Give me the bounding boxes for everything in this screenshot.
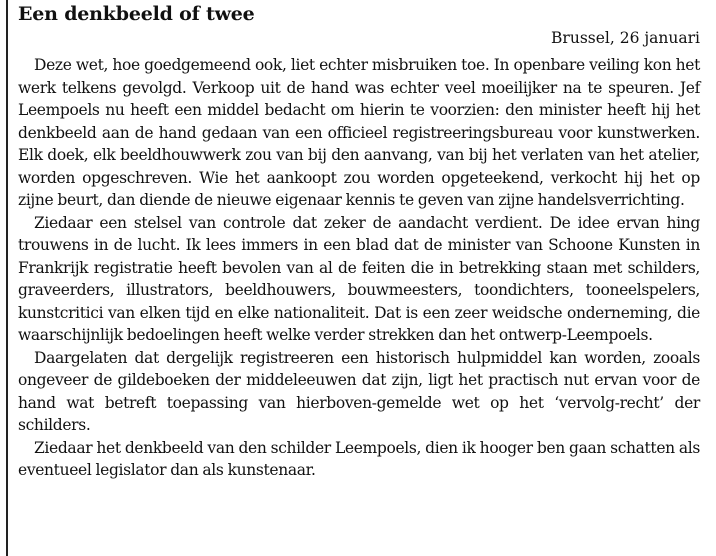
paragraph: Daargelaten dat dergelijk registreeren een historisch hulpmiddel kan worden, zooals ongeveer de gildeboeken der middeleeuwen dat zijn, ligt het practisch nut ervan voor de hand wat betreft toepassing van hierboven-gemelde wet op het ‘vervolg-recht’ der schilders. [18,348,700,434]
article [18,2,700,482]
paragraph: Deze wet, hoe goedgemeend ook, liet echter misbruiken toe. In openbare veiling kon het werk telkens gevolgd. Verkoop uit de hand was echter veel moeilijker na te speuren. Jef Leempoels nu heeft een middel bedacht om hierin te voorzien: den minister heeft hij het denkbeeld aan de hand gedaan van een officieel registreeringsbureau voor kunstwerken. Elk doek, elk beeldhouwwerk zou van bij den aanvang, van bij het verlaten van het atelier, worden opgeschreven. Wie het aankoopt zou worden opgeteekend, verkocht hij het op zijne beurt, dan diende de nieuwe eigenaar kennis te geven van zijne handelsverrichting. [18,56,700,209]
paragraph: Ziedaar een stelsel van controle dat zeker de aandacht verdient. De idee ervan hing trouwens in de lucht. Ik lees immers in een blad dat de minister van Schoone Kunsten in Frankrijk registratie heeft bevolen van al de feiten die in betrekking staan met schilders, graveerders, illustrators, beeldhouwers, bouwmeesters, toondichters, tooneelspelers, kunstcritici van elken tijd en elke nationaliteit. Dat is een zeer weidsche onderneming, die waarschijnlijk bedoelingen heeft welke verder strekken dan het ontwerp-Leempoels. [18,213,700,344]
article-body [18,54,700,482]
paragraph: Ziedaar het denkbeeld van den schilder Leempoels, dien ik hooger ben gaan schatten als eventueel legislator dan als kunstenaar. [18,438,700,479]
article-dateline: Brussel, 26 januari [551,29,700,47]
article-title: Een denkbeeld of twee [18,3,255,25]
left-column-rule [6,0,8,556]
